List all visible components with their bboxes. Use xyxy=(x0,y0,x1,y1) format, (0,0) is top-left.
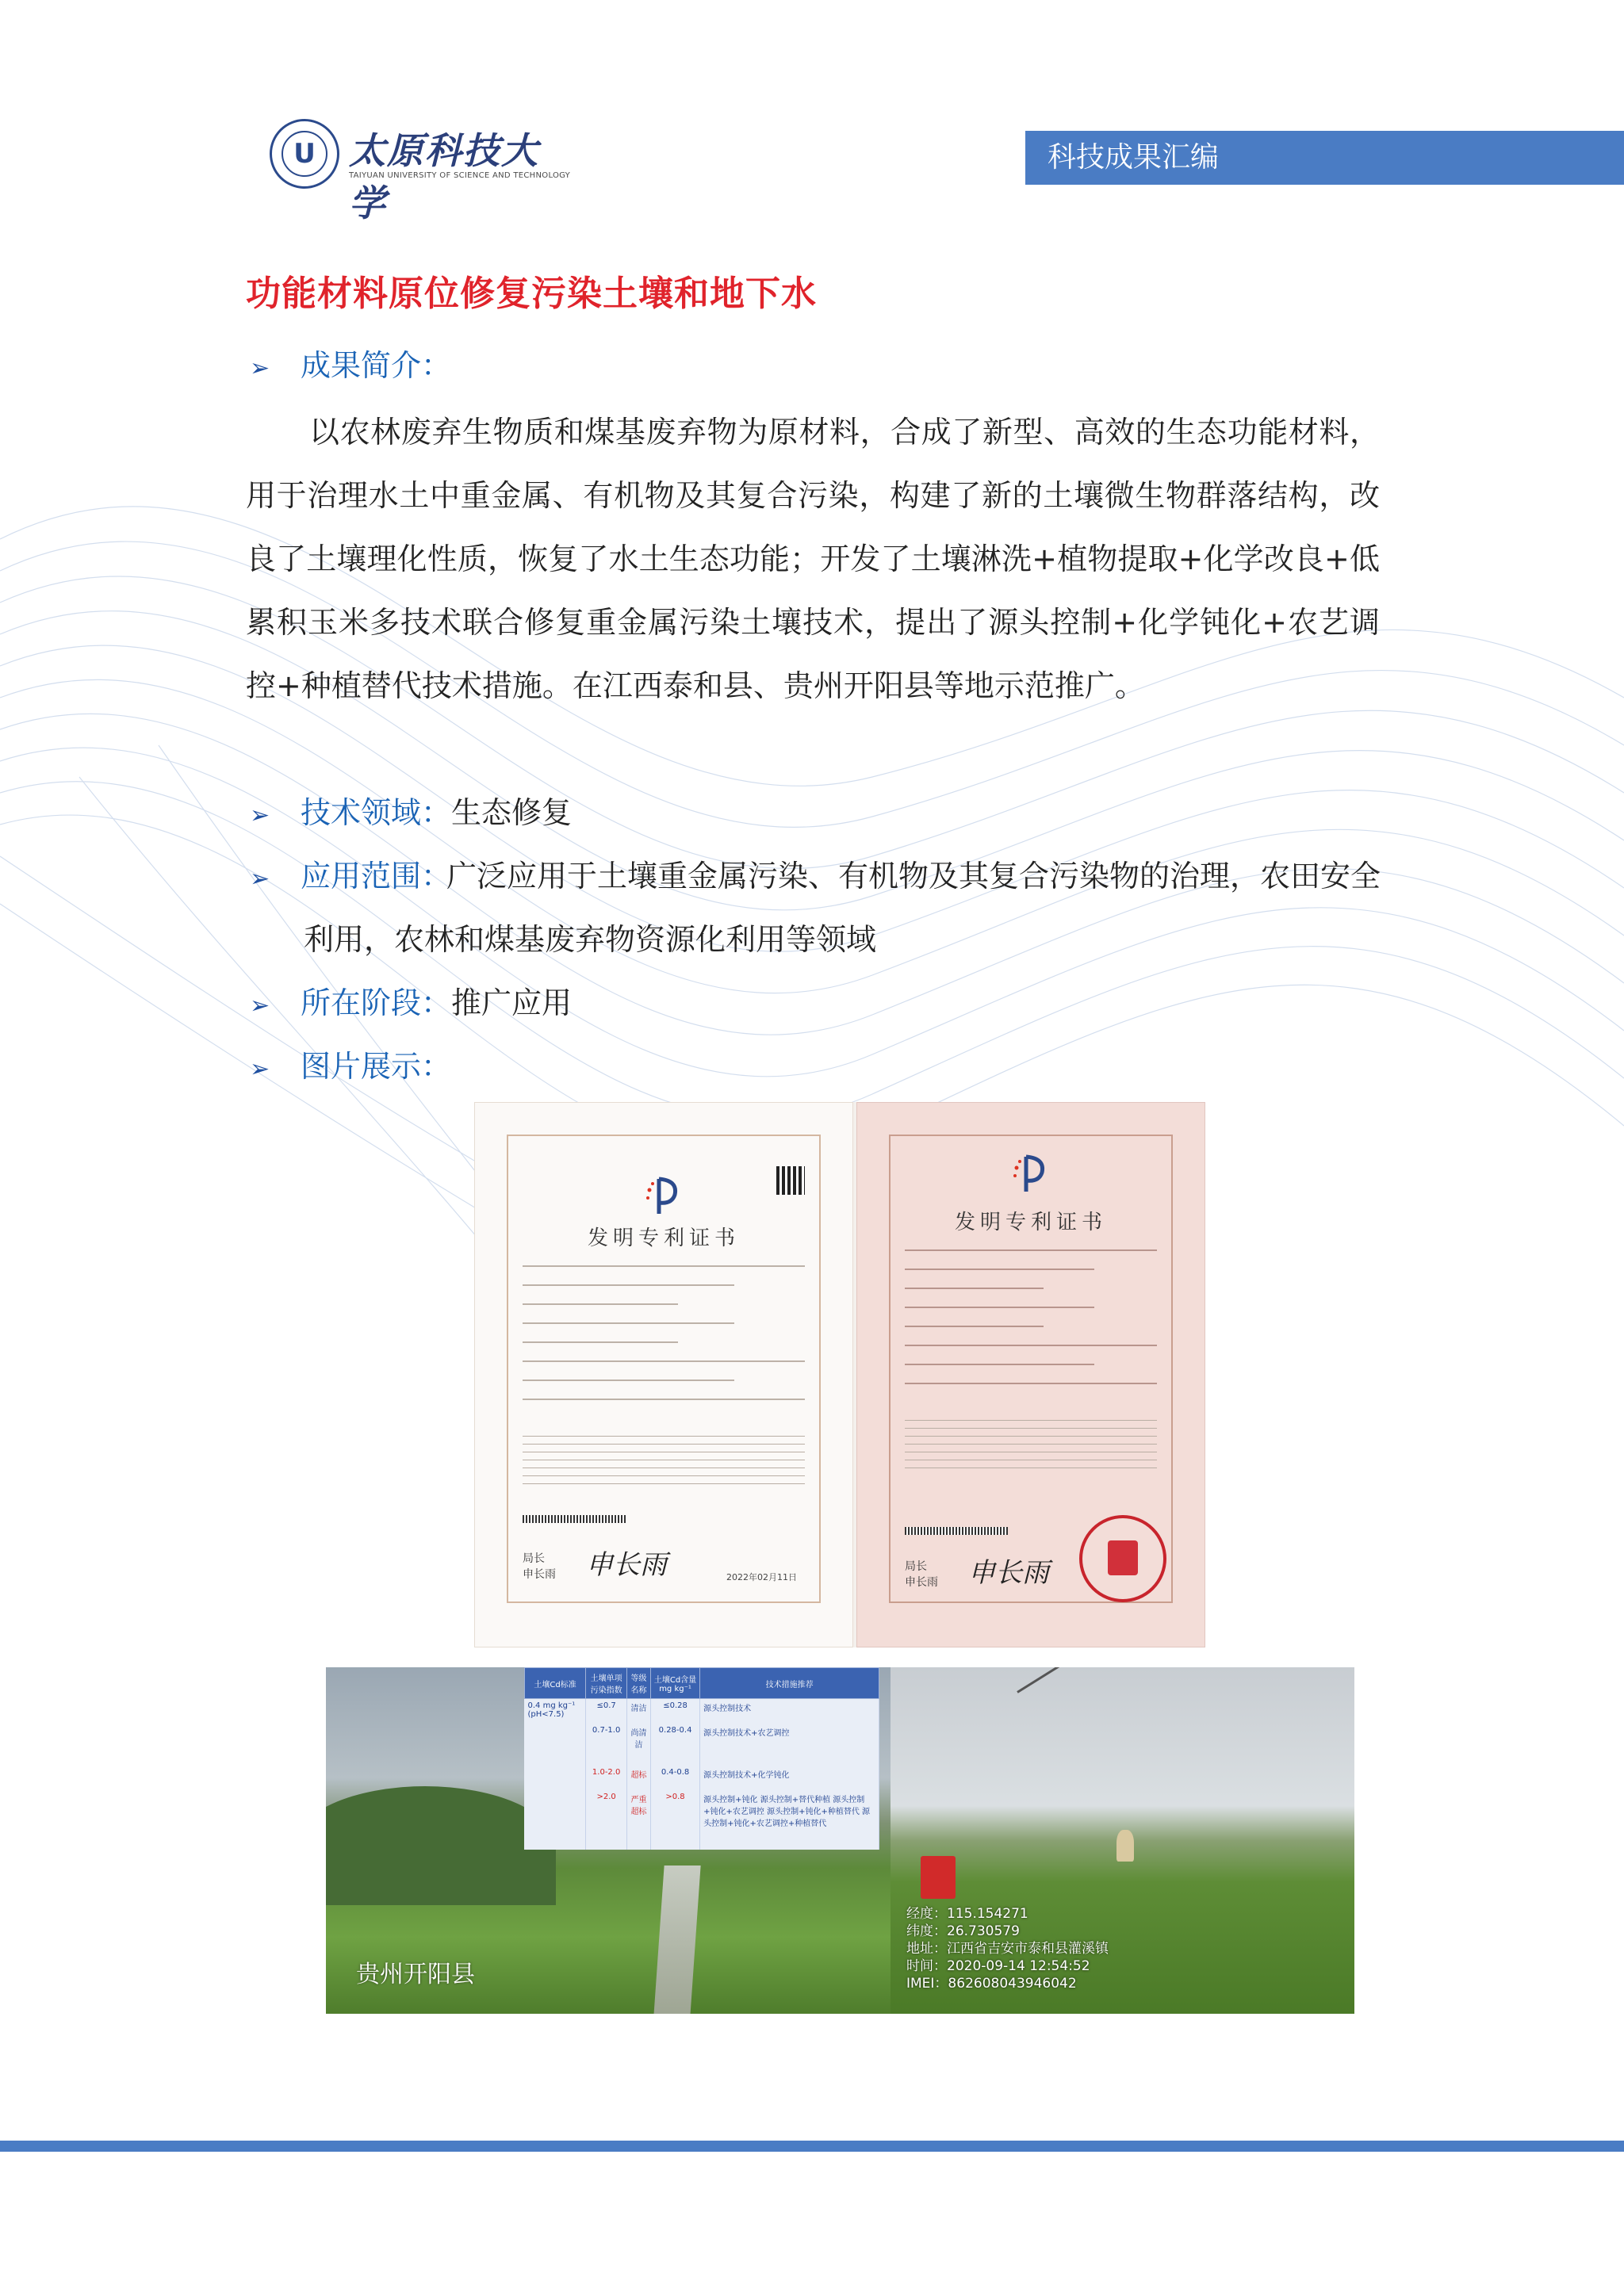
table-cell: >2.0 xyxy=(586,1790,627,1850)
table-header-row xyxy=(525,1668,879,1699)
footer-bar xyxy=(0,2141,1624,2152)
patent-emblem-icon xyxy=(643,1173,684,1220)
gps-time: 时间：2020-09-14 12:54:52 xyxy=(906,1958,1090,1974)
signer-title: 局长 xyxy=(523,1552,545,1565)
table-row xyxy=(525,1699,879,1724)
certificate-date: 2022年02月11日 xyxy=(726,1572,797,1582)
table-cell: ≤0.7 xyxy=(586,1699,627,1724)
table-cell-standard: 0.4 mg kg⁻¹ (pH<7.5) xyxy=(525,1699,586,1850)
arrow-right-icon: ➢ xyxy=(250,992,270,1020)
intro-paragraph: 以农林废弃生物质和煤基废弃物为原材料，合成了新型、高效的生态功能材料，用于治理水土中重金属、有机物及其复合污染，构建了新的土壤微生物群落结构，改良了土壤理化性质，恢复了水土生态功能；开发了土壤淋洗+植物提取+化学改良+低累积玉米多技术联合修复重金属污染土壤技术，提出了源头控制+化学钝化+农艺调控+种植替代技术措施。在江西泰和县、贵州开阳县等地示范推广。 xyxy=(246,415,1380,703)
table-cell: 0.4-0.8 xyxy=(650,1766,699,1790)
table-cell: 源头控制技术+农艺调控 xyxy=(700,1724,879,1766)
table-cell: 超标 xyxy=(627,1766,651,1790)
images-label: 图片展示： xyxy=(301,1049,452,1084)
table-header: 等级名称 xyxy=(627,1668,651,1699)
table-cell: 源头控制技术 xyxy=(700,1699,879,1724)
cd-grading-table xyxy=(524,1667,879,1850)
field-label: 技术领域： xyxy=(301,795,452,830)
qr-code-icon xyxy=(776,1166,805,1195)
official-seal-icon xyxy=(1079,1515,1166,1602)
table-cell: ≤0.28 xyxy=(650,1699,699,1724)
stage-label: 所在阶段： xyxy=(301,985,452,1020)
university-logo xyxy=(270,119,571,224)
table-cell: 源头控制+钝化 源头控制+替代种植 源头控制+钝化+农艺调控 源头控制+钝化+种植替代 源头控制+钝化+农艺调控+种植替代 xyxy=(700,1790,879,1850)
bullet-field xyxy=(250,793,572,836)
table-header: 技术措施推荐 xyxy=(700,1668,879,1699)
table-cell: 清洁 xyxy=(627,1699,651,1724)
university-seal-icon xyxy=(270,119,339,189)
table-cell: 源头控制技术+化学钝化 xyxy=(700,1766,879,1790)
signature: 申长雨 xyxy=(968,1557,1049,1589)
barcode xyxy=(905,1527,1008,1535)
barcode xyxy=(523,1515,626,1523)
patent-certificates-image xyxy=(474,1102,1205,1647)
bullet-images xyxy=(250,1047,451,1089)
university-name: 太原科技大学 xyxy=(349,129,539,224)
signer-name: 申长雨 xyxy=(905,1576,938,1589)
table-cell: 严重超标 xyxy=(627,1790,651,1850)
arrow-right-icon: ➢ xyxy=(250,1055,270,1083)
signer-title: 局长 xyxy=(905,1560,927,1573)
gps-watermark xyxy=(906,1905,1109,1992)
certificate-title: 发明专利证书 xyxy=(587,1226,740,1250)
signer-name: 申长雨 xyxy=(523,1568,556,1581)
arrow-right-icon: ➢ xyxy=(250,802,270,829)
gps-address: 地址：江西省吉安市泰和县灌溪镇 xyxy=(906,1941,1109,1957)
photo-location-label: 贵州开阳县 xyxy=(356,1961,475,1988)
intro-label: 成果简介： xyxy=(301,348,452,383)
table-header: 土壤单项污染指数 xyxy=(586,1668,627,1699)
arrow-right-icon: ➢ xyxy=(250,865,270,893)
arrow-right-icon: ➢ xyxy=(250,354,270,382)
table-cell: >0.8 xyxy=(650,1790,699,1850)
photo-jiangxi-field xyxy=(891,1667,1354,2014)
table-cell: 0.7-1.0 xyxy=(586,1724,627,1766)
patent-emblem-icon xyxy=(1010,1150,1051,1198)
patent-certificate-1 xyxy=(474,1102,853,1647)
patent-certificate-2 xyxy=(856,1102,1205,1647)
table-cell: 0.28-0.4 xyxy=(650,1724,699,1766)
scope-label: 应用范围： xyxy=(301,859,452,894)
bullet-intro xyxy=(250,346,451,388)
table-header: 土壤Cd含量 mg kg⁻¹ xyxy=(650,1668,699,1699)
table-cell: 1.0-2.0 xyxy=(586,1766,627,1790)
table-cell: 尚清洁 xyxy=(627,1724,651,1766)
seal-letter: U xyxy=(282,131,327,177)
scope-value: 广泛应用于土壤重金属污染、有机物及其复合污染物的治理，农田安全利用，农林和煤基废弃物资源化利用等领域 xyxy=(304,859,1381,957)
certificate-title: 发明专利证书 xyxy=(954,1211,1107,1234)
field-photos-image xyxy=(326,1667,1354,2014)
signature: 申长雨 xyxy=(586,1549,667,1581)
gps-longitude: 经度：115.154271 xyxy=(906,1906,1028,1922)
header-tag: 科技成果汇编 xyxy=(1025,131,1624,185)
table-header: 土壤Cd标准 xyxy=(525,1668,586,1699)
university-name-english: TAIYUAN UNIVERSITY OF SCIENCE AND TECHNOLOGY xyxy=(349,171,571,180)
bullet-stage xyxy=(250,983,572,1026)
stage-value: 推广应用 xyxy=(451,985,573,1020)
gps-latitude: 纬度：26.730579 xyxy=(906,1923,1020,1939)
page-title: 功能材料原位修复污染土壤和地下水 xyxy=(246,274,817,314)
gps-imei: IMEI：862608043946042 xyxy=(906,1976,1077,1992)
camera-stamp-icon xyxy=(921,1856,956,1899)
field-value: 生态修复 xyxy=(451,795,573,830)
